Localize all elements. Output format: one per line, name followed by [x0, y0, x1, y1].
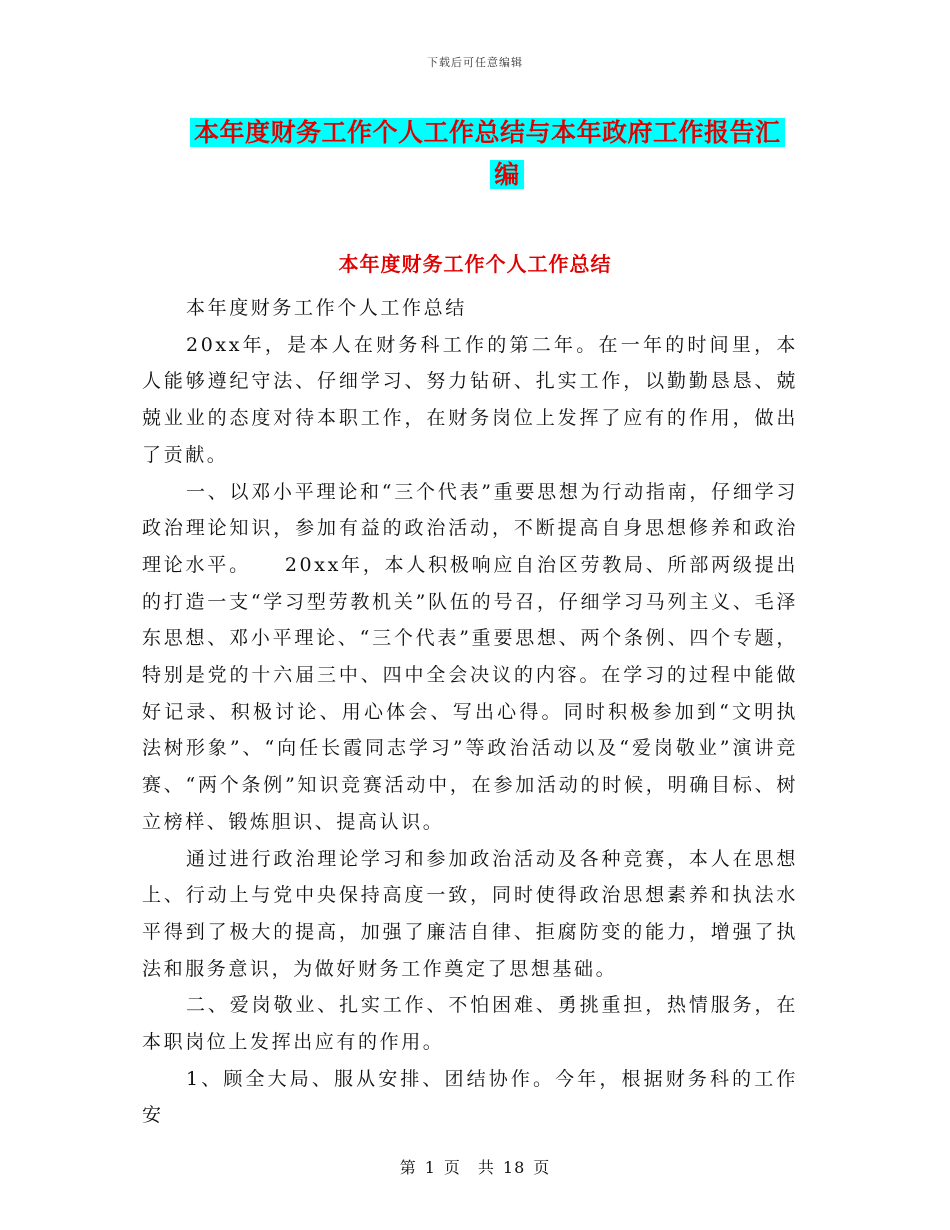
document-title-line2: 编 [190, 154, 810, 196]
footer-mid: 页 共 [443, 1158, 495, 1177]
paragraph: 20xx年，是本人在财务科工作的第二年。在一年的时间里，本人能够遵纪守法、仔细学习、努力钻研、扎实工作，以勤勤恳恳、兢兢业业的态度对待本职工作，在财务岗位上发挥了应有的作用，做出了贡献。 [142, 333, 798, 466]
paragraph: 二、爱岗敬业、扎实工作、不怕困难、勇挑重担，热情服务，在本职岗位上发挥出应有的作用。 [142, 994, 798, 1054]
paragraph: 本年度财务工作个人工作总结 [186, 297, 467, 319]
document-title [190, 112, 810, 196]
footer-prefix: 第 [399, 1158, 417, 1177]
paragraph: 1、顾全大局、服从安排、团结协作。今年，根据财务科的工作安 [142, 1067, 798, 1127]
page-total: 18 [502, 1158, 526, 1177]
page-footer [0, 1155, 950, 1178]
document-title-line1: 本年度财务工作个人工作总结与本年政府工作报告汇 [190, 112, 810, 154]
document-body [142, 290, 798, 1134]
header-note: 下载后可任意编辑 [427, 56, 523, 69]
paragraph: 一、以邓小平理论和“三个代表”重要思想为行动指南，仔细学习政治理论知识，参加有益的政治活动，不断提高自身思想修养和政治理论水平。 20xx年，本人积极响应自治区劳教局、所部两级提出的打造一支“学习型劳教机关”队伍的号召，仔细学习马列主义、毛泽东思想、邓小平理论、“三个代表”重要思想、两个条例、四个专题，特别是党的十六届三中、四中全会决议的内容。在学习的过程中能做好记录、积极讨论、用心体会、写出心得。同时积极参加到“文明执法树形象”、“向任长霞同志学习”等政治活动以及“爱岗敬业”演讲竞赛、“两个条例”知识竞赛活动中，在参加活动的时候，明确目标、树立榜样、锻炼胆识、提高认识。 [142, 480, 798, 833]
paragraph: 通过进行政治理论学习和参加政治活动及各种竞赛，本人在思想上、行动上与党中央保持高度一致，同时使得政治思想素养和执法水平得到了极大的提高，加强了廉洁自律、拒腐防变的能力，增强了执法和服务意识，为做好财务工作奠定了思想基础。 [142, 847, 798, 980]
section-title: 本年度财务工作个人工作总结 [338, 252, 612, 276]
footer-suffix: 页 [533, 1158, 551, 1177]
page-number: 1 [424, 1158, 436, 1177]
